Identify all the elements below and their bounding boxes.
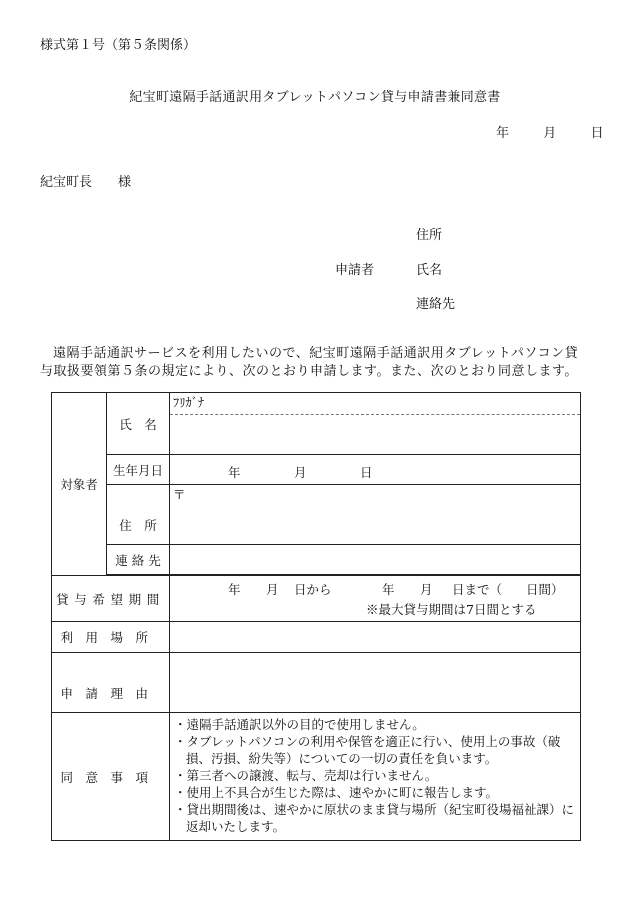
reason-label: 申請理由 — [52, 653, 170, 713]
period-from: 日から — [294, 582, 332, 597]
place-field[interactable] — [170, 622, 581, 653]
date-day: 日 — [590, 126, 604, 141]
consent-items — [170, 713, 581, 841]
dob-month: 月 — [294, 465, 307, 480]
consent-item: ・遠隔手話通訳以外の目的で使用しません。 — [174, 717, 425, 732]
period-days: 日間） — [526, 582, 564, 597]
period-note: ※最大貸与期間は7日間とする — [366, 602, 537, 617]
period-year2: 年 — [382, 582, 395, 597]
date-month: 月 — [543, 126, 557, 141]
contact-field[interactable] — [170, 545, 581, 575]
form-number: 様式第１号（第５条関係） — [40, 38, 197, 53]
consent-label: 同意事項 — [52, 713, 170, 841]
consent-item: ・タブレットパソコンの利用や保管を適正に行い、使用上の事故（破損、汚損、紛失等）についての一切の責任を負います。 — [174, 734, 561, 766]
date-year: 年 — [496, 126, 510, 141]
dob-day: 日 — [360, 465, 373, 480]
document-title: 紀宝町遠隔手話通訳用タブレットパソコン貸与申請書兼同意書 — [129, 90, 501, 105]
consent-item: ・第三者への譲渡、転与、売却は行いません。 — [174, 768, 438, 783]
period-field[interactable] — [170, 576, 581, 622]
addressee: 紀宝町長 様 — [40, 175, 132, 190]
application-table — [51, 392, 581, 841]
period-month2: 月 — [420, 582, 433, 597]
period-year1: 年 — [228, 582, 241, 597]
name-field[interactable] — [170, 415, 581, 455]
dob-label: 生年月日 — [107, 455, 170, 485]
reason-field[interactable] — [170, 653, 581, 713]
address-field[interactable] — [170, 485, 581, 545]
address-label: 住 所 — [107, 485, 170, 545]
applicant-address-label: 住所 — [416, 228, 443, 243]
dob-field[interactable] — [170, 455, 581, 485]
place-label: 利用場所 — [52, 622, 170, 653]
applicant-name-label: 氏名 — [416, 263, 443, 278]
furigana-field[interactable]: ﾌﾘｶﾞﾅ — [170, 393, 581, 415]
subject-label: 対象者 — [52, 393, 107, 576]
consent-item: ・使用上不具合が生じた際は、速やかに町に報告します。 — [174, 785, 499, 800]
consent-item: ・貸出期間後は、速やかに原状のまま貸与場所（紀宝町役場福祉課）に返却いたします。 — [174, 802, 575, 834]
dob-year: 年 — [228, 465, 241, 480]
contact-label: 連 絡 先 — [107, 545, 170, 575]
period-until: 日まで（ — [452, 582, 503, 597]
applicant-label: 申請者 — [335, 263, 375, 278]
name-label: 氏 名 — [107, 393, 170, 455]
date-header — [496, 122, 604, 141]
intro-paragraph: 遠隔手話通訳サービスを利用したいので、紀宝町遠隔手話通訳用タブレットパソコン貸与取扱要領第５条の規定により、次のとおり申請します。また、次のとおり同意します。 — [40, 346, 579, 379]
period-label: 貸与希望期間 — [52, 576, 170, 622]
zip-mark: 〒 — [173, 487, 186, 502]
period-month1: 月 — [266, 582, 279, 597]
applicant-contact-label: 連絡先 — [416, 297, 456, 312]
